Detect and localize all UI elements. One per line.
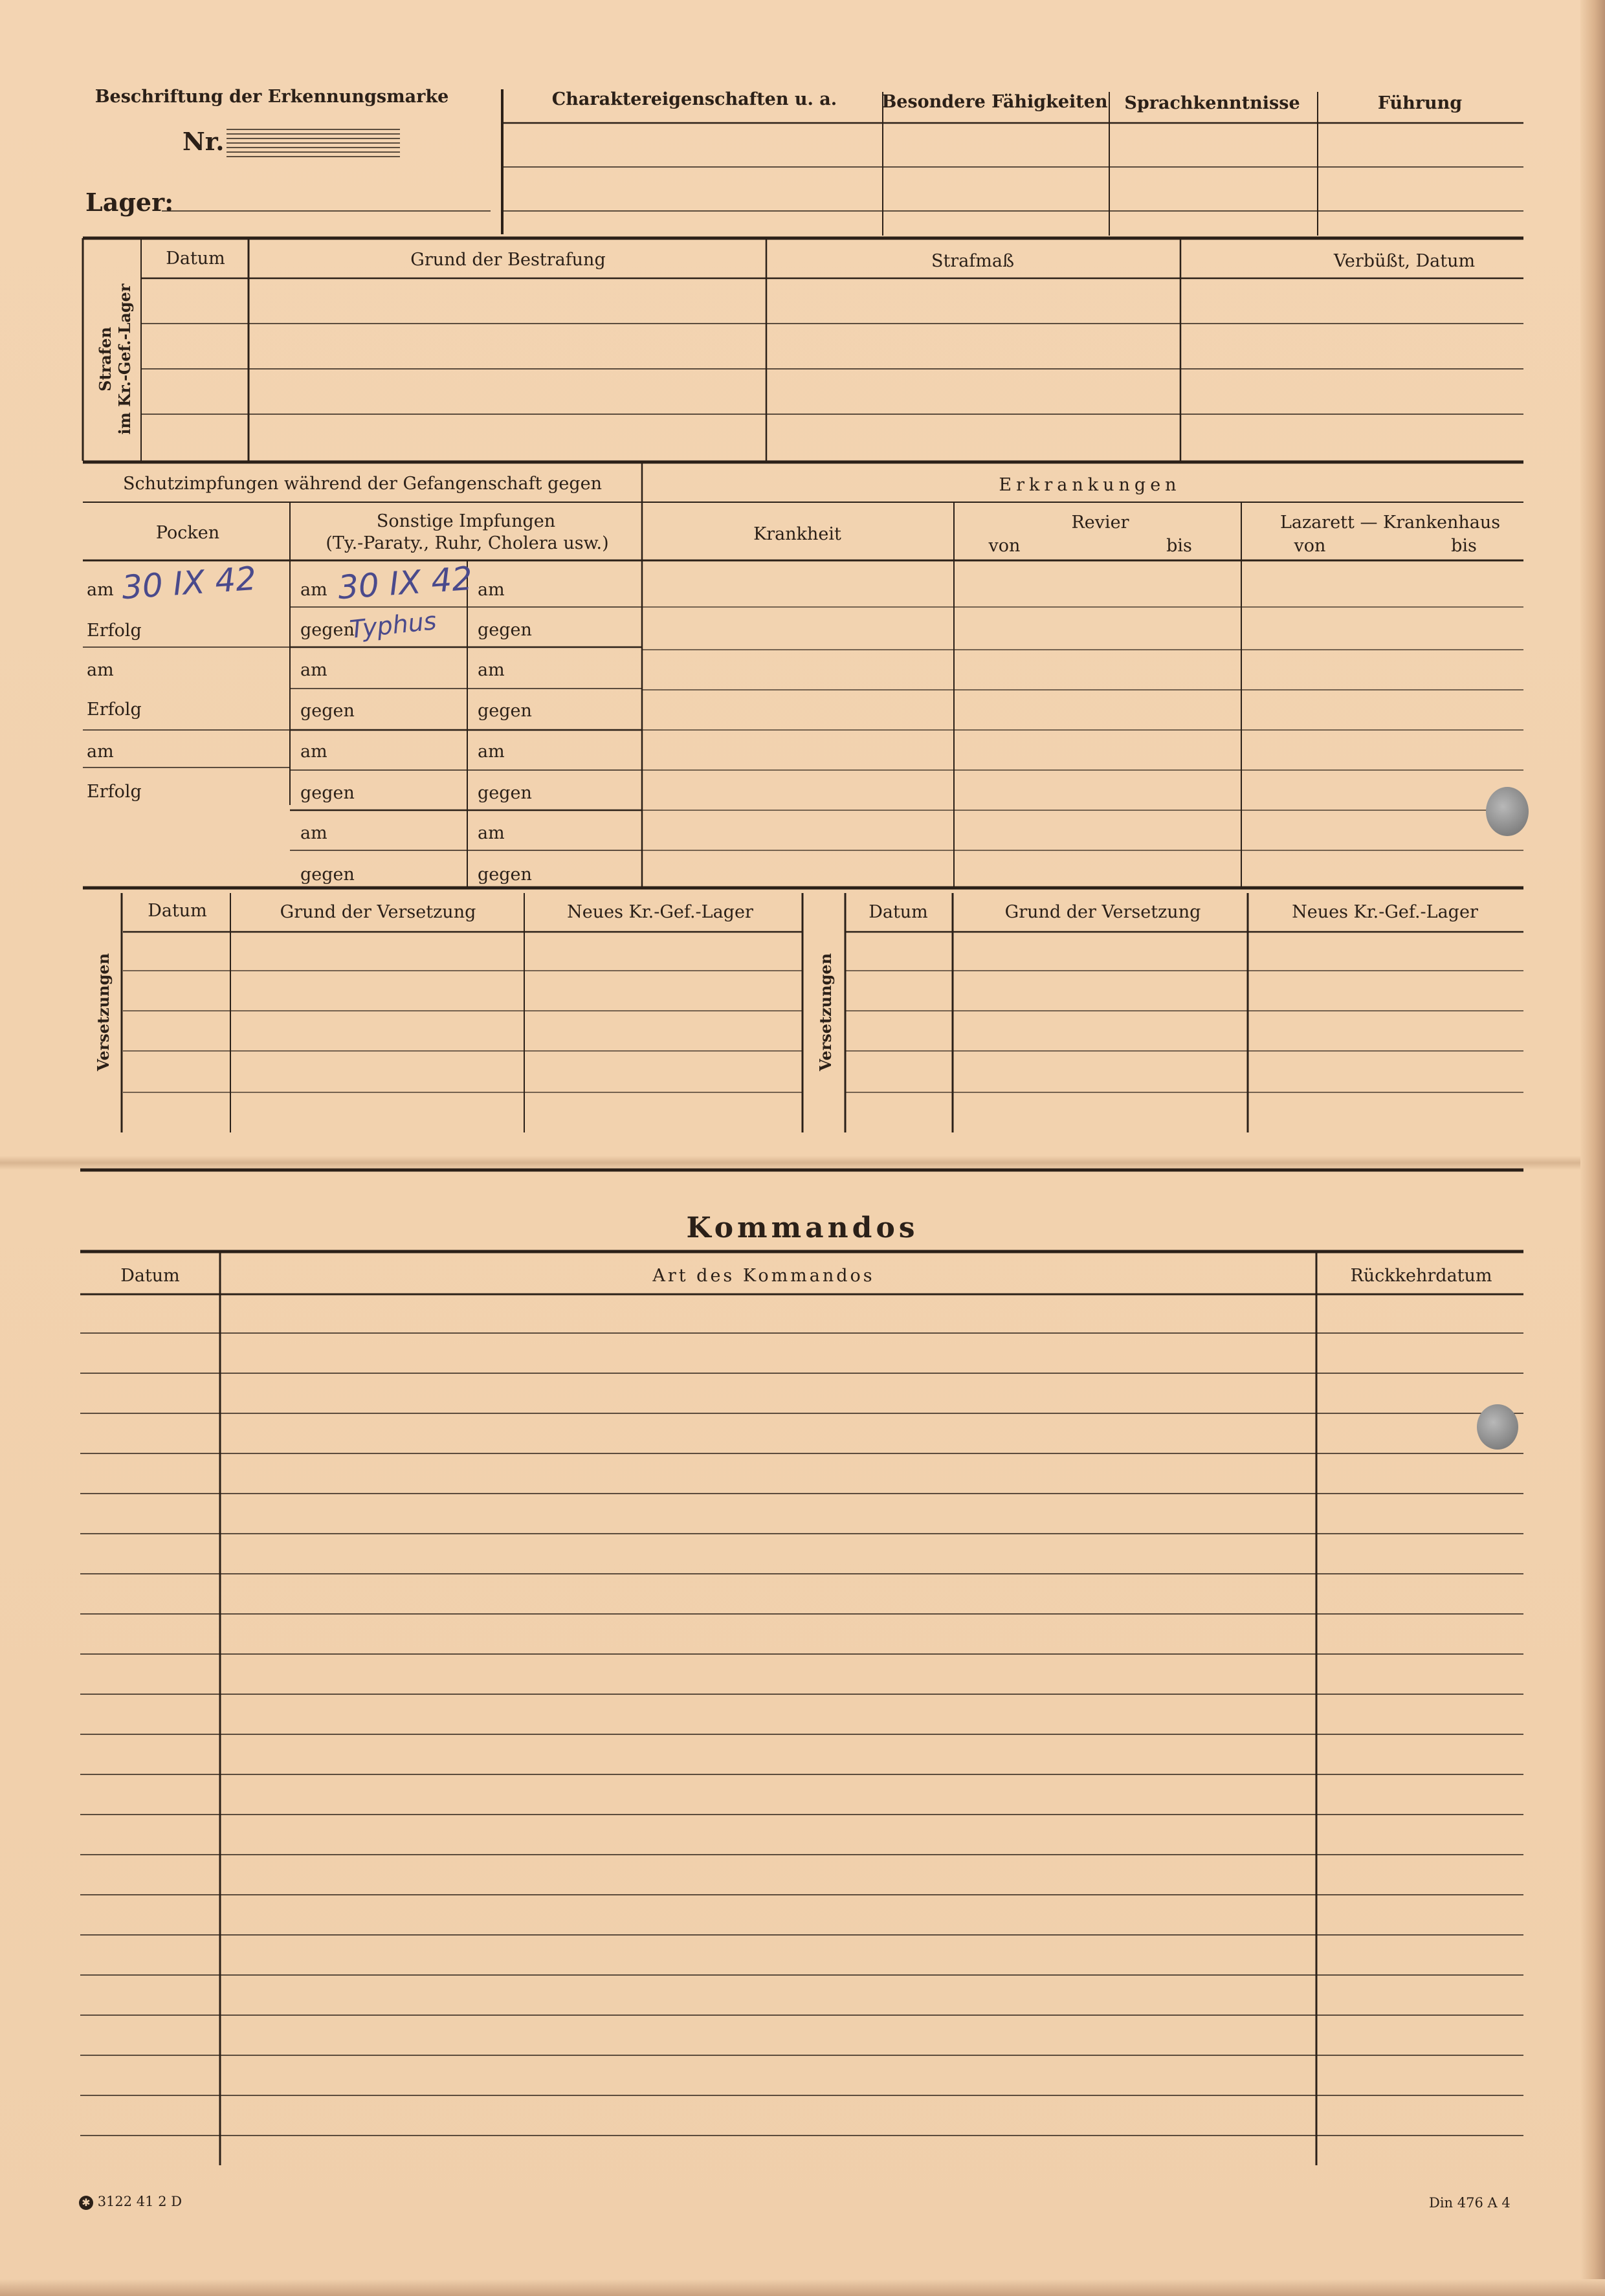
strafen-side-line2: im Kr.-Gef.-Lager <box>115 283 134 435</box>
vers-right-col-lager: Neues Kr.-Gef.-Lager <box>1292 902 1478 922</box>
erk-laz-von: von <box>1294 536 1326 556</box>
kommandos-col-art: Art des Kommandos <box>652 1266 875 1286</box>
versetzungen-side-label-right: Versetzungen <box>816 953 835 1072</box>
impf-gegen-label: gegen <box>300 620 355 640</box>
vers-left-col-grund: Grund der Versetzung <box>280 902 476 922</box>
impf-gegen-label: gegen <box>300 783 355 803</box>
pocken-row-label: am <box>87 742 114 762</box>
erk-col-lazarett: Lazarett — Krankenhaus <box>1279 513 1501 533</box>
impf-am-label: am <box>478 580 505 600</box>
punch-hole <box>1486 787 1529 836</box>
kommandos-col-datum: Datum <box>120 1266 180 1286</box>
sonstige-header-line2: (Ty.-Paraty., Ruhr, Cholera usw.) <box>326 533 609 553</box>
impf-am-label: am <box>300 823 327 843</box>
handwritten-impf-gegen: Typhus <box>348 606 438 644</box>
col-fuehrung: Führung <box>1377 93 1463 113</box>
footer-din-code: Din 476 A 4 <box>1429 2195 1511 2211</box>
beschriftung-label: Beschriftung der Erkennungsmarke <box>94 87 449 107</box>
col-sprachkenntnisse: Sprachkenntnisse <box>1124 93 1300 113</box>
impf-am-label: am <box>478 823 505 843</box>
impf-am-label: am <box>300 660 327 680</box>
punch-hole <box>1477 1404 1518 1450</box>
impf-am-label: am <box>478 660 505 680</box>
erk-col-krankheit: Krankheit <box>753 524 841 544</box>
erk-laz-bis: bis <box>1451 536 1477 556</box>
pocken-header: Pocken <box>155 523 220 543</box>
impf-am-label: am <box>300 742 327 762</box>
strafen-col-datum: Datum <box>166 248 225 269</box>
impf-gegen-label: gegen <box>300 701 355 721</box>
strafen-side-label <box>96 283 135 434</box>
vers-right-col-grund: Grund der Versetzung <box>1004 902 1201 922</box>
pocken-row-label: Erfolg <box>87 621 142 641</box>
print-mark-icon: ✱ <box>79 2196 93 2210</box>
kommandos-col-rueckkehr: Rückkehrdatum <box>1350 1266 1492 1286</box>
vers-left-col-datum: Datum <box>148 901 207 921</box>
impf-gegen-label: gegen <box>478 701 532 721</box>
erk-col-revier: Revier <box>1071 513 1129 533</box>
impf-am-label: am <box>478 742 505 762</box>
sonstige-header-line1: Sonstige Impfungen <box>376 511 556 531</box>
strafen-col-strafmass: Strafmaß <box>931 251 1015 271</box>
strafen-col-verbuesst: Verbüßt, Datum <box>1333 251 1476 271</box>
erkrankungen-title: Erkrankungen <box>999 475 1181 495</box>
nr-label: Nr. <box>183 127 225 156</box>
strafen-col-grund: Grund der Bestrafung <box>410 250 606 270</box>
impf-gegen-label: gegen <box>478 783 532 803</box>
impf-gegen-label: gegen <box>478 865 532 885</box>
col-charakter: Charaktereigenschaften u. a. <box>551 89 837 109</box>
print-code-text: 3122 41 2 D <box>97 2194 183 2209</box>
versetzungen-side-label-left: Versetzungen <box>94 953 113 1072</box>
erk-revier-bis: bis <box>1166 536 1192 556</box>
erk-revier-von: von <box>988 536 1021 556</box>
pocken-row-label: Erfolg <box>87 700 142 720</box>
impf-gegen-label: gegen <box>300 865 355 885</box>
impf-am-label: am <box>300 580 327 600</box>
footer-print-code <box>79 2195 182 2210</box>
col-faehigkeiten: Besondere Fähigkeiten <box>881 92 1108 112</box>
handwritten-pocken-date: 30 IX 42 <box>120 559 258 607</box>
lager-label: Lager: <box>85 188 174 217</box>
impfungen-title: Schutzimpfungen während der Gefangenschaft gegen <box>123 474 602 494</box>
pocken-row-label: Erfolg <box>87 782 142 802</box>
vers-right-col-datum: Datum <box>869 902 928 922</box>
impf-gegen-label: gegen <box>478 620 532 640</box>
pocken-row-label: am <box>87 580 114 600</box>
kommandos-title: Kommandos <box>686 1211 919 1244</box>
handwritten-impf-date: 30 IX 42 <box>337 559 474 607</box>
pocken-row-label: am <box>87 660 114 680</box>
strafen-side-line1: Strafen <box>96 327 115 392</box>
vers-left-col-lager: Neues Kr.-Gef.-Lager <box>567 902 753 922</box>
